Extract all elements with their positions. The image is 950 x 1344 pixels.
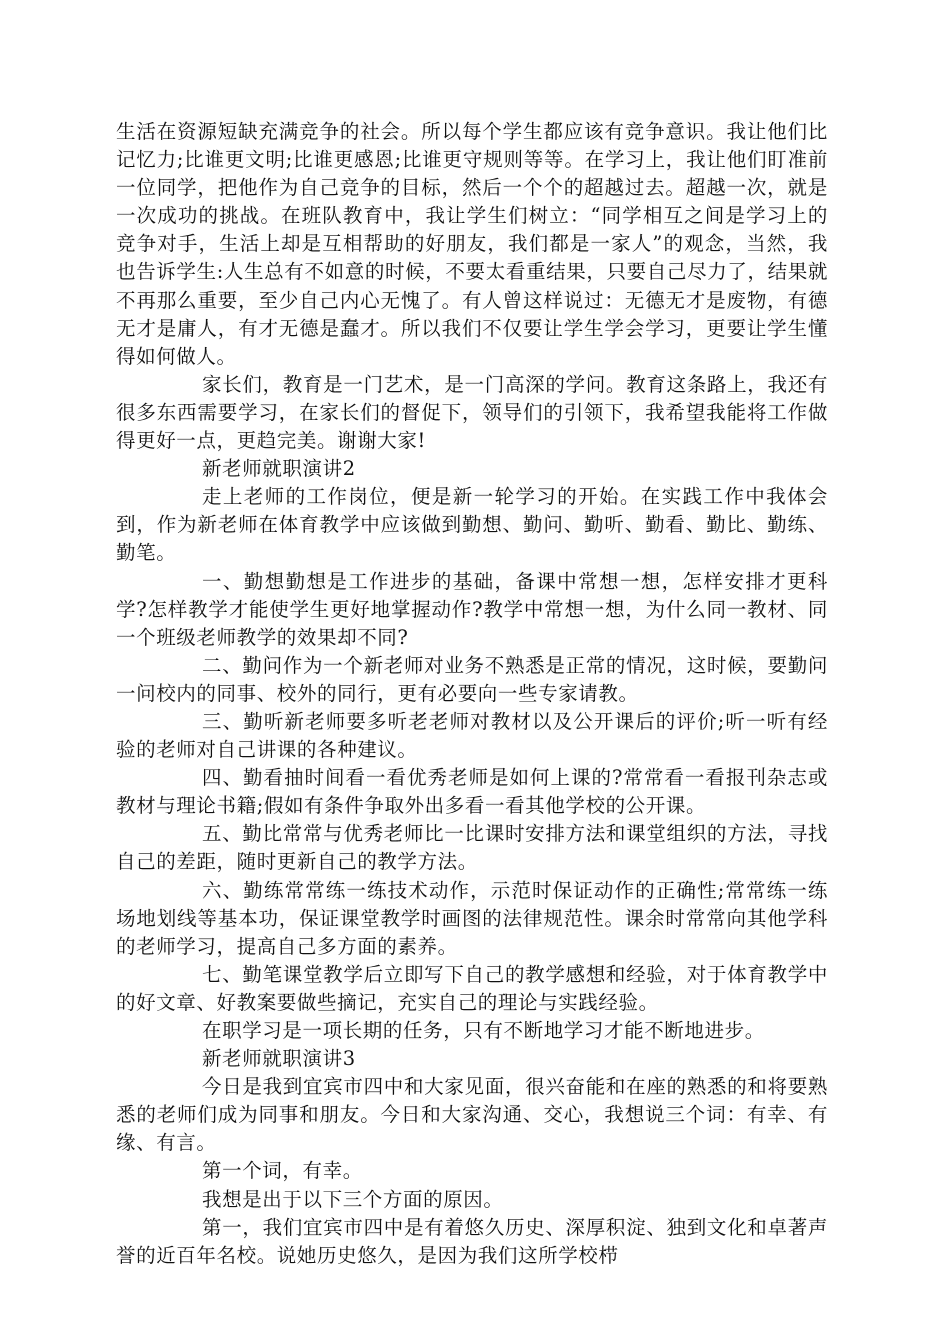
paragraph: 第一个词，有幸。 <box>202 1159 363 1183</box>
paragraph: 今日是我到宜宾市四中和大家见面，很兴奋能和在座的熟悉的和将要熟悉的老师们成为同事和朋友。今日和大家沟通、交心，我想说三个词：有幸、有缘、有言。 <box>116 1075 828 1155</box>
paragraph: 五、勤比常常与优秀老师比一比课时安排方法和课堂组织的方法，寻找自己的差距，随时更新自己的教学方法。 <box>116 822 828 874</box>
paragraph: 第一，我们宜宾市四中是有着悠久历史、深厚积淀、独到文化和卓著声誉的近百年名校。说她历史悠久，是因为我们这所学校栉 <box>116 1215 828 1267</box>
paragraph: 走上老师的工作岗位，便是新一轮学习的开始。在实践工作中我体会到，作为新老师在体育教学中应该做到勤想、勤问、勤听、勤看、勤比、勤练、勤笔。 <box>116 485 828 565</box>
paragraph: 我想是出于以下三个方面的原因。 <box>202 1187 504 1211</box>
paragraph: 七、勤笔课堂教学后立即写下自己的教学感想和经验，对于体育教学中的好文章、好教案要做些摘记，充实自己的理论与实践经验。 <box>116 962 828 1014</box>
paragraph: 二、勤问作为一个新老师对业务不熟悉是正常的情况，这时候，要勤问一问校内的同事、校外的同行，更有必要向一些专家请教。 <box>116 653 828 705</box>
section-heading: 新老师就职演讲3 <box>202 1047 356 1071</box>
paragraph: 三、勤听新老师要多听老老师对教材以及公开课后的评价;听一听有经验的老师对自己讲课的各种建议。 <box>116 709 828 762</box>
paragraph: 四、勤看抽时间看一看优秀老师是如何上课的?常常看一看报刊杂志或教材与理论书籍;假如有条件争取外出多看一看其他学校的公开课。 <box>116 766 828 818</box>
paragraph: 一、勤想勤想是工作进步的基础，备课中常想一想，怎样安排才更科学?怎样教学才能使学生更好地掌握动作?教学中常想一想，为什么同一教材、同一个班级老师教学的效果却不同? <box>116 569 828 649</box>
paragraph: 家长们，教育是一门艺术，是一门高深的学问。教育这条路上，我还有很多东西需要学习，在家长们的督促下，领导们的引领下，我希望我能将工作做得更好一点，更趋完美。谢谢大家! <box>116 372 828 453</box>
paragraph: 在职学习是一项长期的任务，只有不断地学习才能不断地进步。 <box>202 1019 765 1042</box>
paragraph: 生活在资源短缺充满竞争的社会。所以每个学生都应该有竞争意识。我让他们比记忆力;比谁更文明;比谁更感恩;比谁更守规则等等。在学习上，我让他们盯准前一位同学，把他作为自己竞争的目标，然后一个个的超越过去。超越一次，就是一次成功的挑战。在班队教育中，我让学生们树立：“同学相互之间是学习上的竞争对手，生活上却是互相帮助的好朋友，我们都是一家人”的观念，当然，我也告诉学生:人生总有不如意的时候，不要太看重结果，只要自己尽力了，结果就不再那么重要，至少自己内心无愧了。有人曾这样说过：无德无才是废物，有德无才是庸人，有才无德是蠢才。所以我们不仅要让学生学会学习，更要让学生懂得如何做人。 <box>116 120 828 368</box>
paragraph: 六、勤练常常练一练技术动作，示范时保证动作的正确性;常常练一练场地划线等基本功，保证课堂教学时画图的法律规范性。课余时常常向其他学科的老师学习，提高自己多方面的素养。 <box>116 878 828 958</box>
document-body <box>116 118 828 1270</box>
section-heading: 新老师就职演讲2 <box>202 457 356 481</box>
